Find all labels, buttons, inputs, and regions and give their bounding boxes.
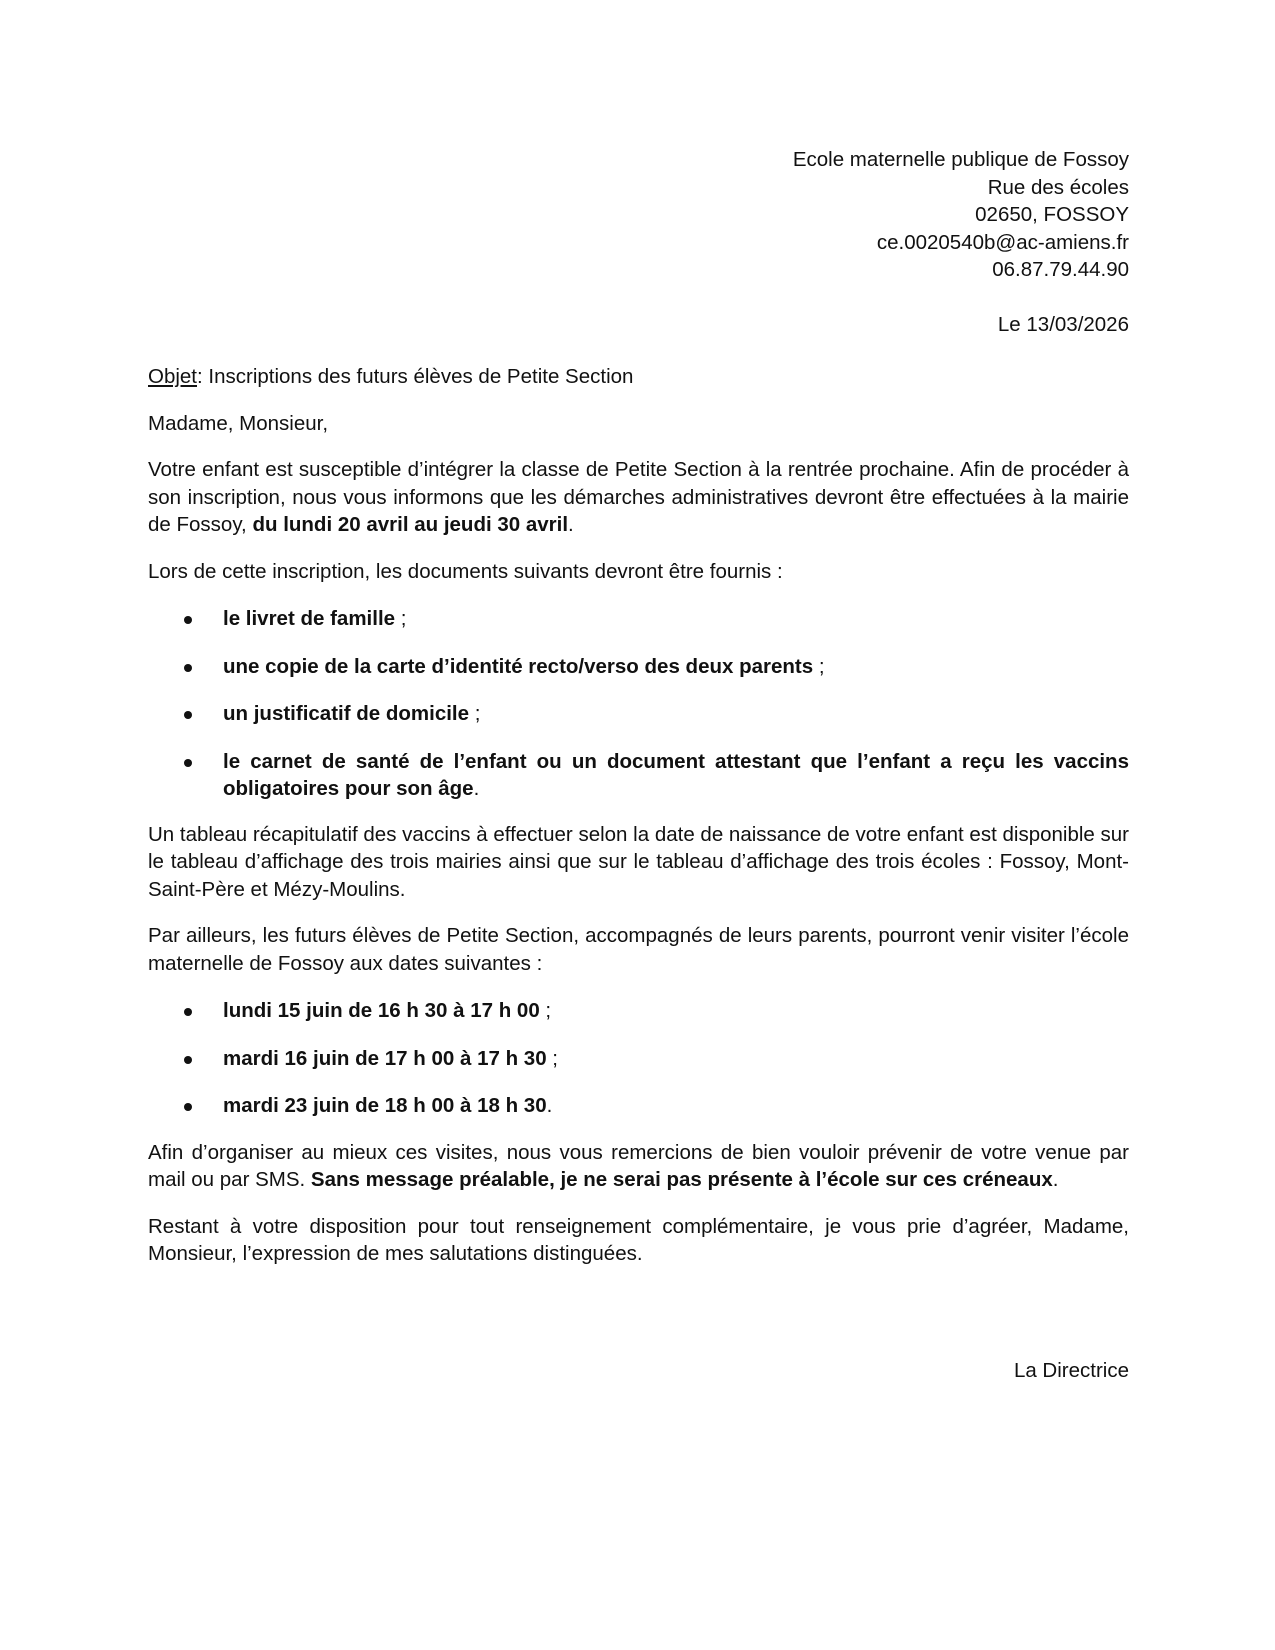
document-name: le carnet de santé de l’enfant ou un document attestant que l’enfant a reçu les vaccins obligatoires pour son âge (223, 749, 1129, 800)
item-suffix: ; (395, 607, 407, 630)
documents-intro: Lors de cette inscription, les documents suivants devront être fournis : (148, 559, 783, 583)
list-item (148, 653, 1129, 681)
bullet-icon (184, 616, 192, 624)
letter-body (148, 363, 1129, 1268)
organize-paragraph (148, 1139, 1129, 1194)
intro-paragraph (148, 456, 1129, 539)
document-name: un justificatif de domicile (223, 702, 470, 725)
sender-address-block (793, 146, 1129, 284)
bullet-icon (184, 759, 192, 767)
visits-intro: Par ailleurs, les futurs élèves de Petite Section, accompagnés de leurs parents, pourront venir visiter l’école maternelle de Fossoy aux dates suivantes : (148, 924, 1129, 975)
subject-text: : Inscriptions des futurs élèves de Petite Section (197, 365, 634, 388)
visit-slot: mardi 23 juin de 18 h 00 à 18 h 30 (223, 1094, 547, 1117)
subject-line (148, 363, 1129, 391)
intro-text: Votre enfant est susceptible d’intégrer la classe de Petite Section à la rentrée prochaine. Afin de procéder à son inscription, nous vous informons que les démarches administratives devront être effectuées à la mairie de Fossoy, (148, 458, 1129, 536)
documents-list (148, 605, 1129, 803)
item-suffix: . (473, 777, 480, 800)
list-item (148, 700, 1129, 728)
organize-text: Afin d’organiser au mieux ces visites, nous vous remercions de bien vouloir prévenir de votre venue par mail ou par SMS. (148, 1140, 1129, 1191)
intro-end: . (568, 513, 574, 536)
registration-dates: du lundi 20 avril au jeudi 30 avril (252, 513, 569, 536)
visits-list (148, 997, 1129, 1120)
letter-date: Le 13/03/2026 (997, 313, 1129, 336)
bullet-icon (184, 1008, 192, 1016)
visit-slot: mardi 16 juin de 17 h 00 à 17 h 30 (223, 1046, 547, 1070)
document-name: une copie de la carte d’identité recto/verso des deux parents (223, 654, 814, 678)
signature: La Directrice (1013, 1359, 1129, 1382)
phone-number: 06.87.79.44.90 (992, 258, 1129, 281)
bullet-icon (184, 1103, 192, 1111)
list-item (148, 748, 1129, 803)
bullet-icon (184, 1056, 192, 1064)
item-suffix: ; (546, 1046, 559, 1070)
list-item (148, 1092, 1129, 1120)
email-address: ce.0020540b@ac-amiens.fr (876, 230, 1129, 254)
bullet-icon (184, 711, 192, 719)
salutation: Madame, Monsieur, (148, 411, 329, 435)
list-item (148, 1045, 1129, 1073)
postal-city: 02650, FOSSOY (975, 203, 1129, 226)
closing-paragraph: Restant à votre disposition pour tout renseignement complémentaire, je vous prie d’agréer, Madame, Monsieur, l’expression de mes salutations distinguées. (148, 1214, 1129, 1265)
item-suffix: ; (539, 999, 552, 1022)
organize-warning: Sans message préalable, je ne serai pas présente à l’école sur ces créneaux (310, 1168, 1053, 1191)
item-suffix: . (546, 1094, 553, 1117)
item-suffix: ; (469, 702, 481, 725)
item-suffix: ; (813, 654, 825, 678)
street-address: Rue des écoles (987, 175, 1129, 199)
list-item (148, 605, 1129, 633)
visit-slot: lundi 15 juin de 16 h 30 à 17 h 00 (223, 999, 540, 1022)
school-name: Ecole maternelle publique de Fossoy (792, 148, 1129, 171)
list-item (148, 997, 1129, 1025)
subject-label: Objet (148, 365, 197, 388)
organize-end: . (1052, 1168, 1059, 1191)
bullet-icon (184, 664, 192, 672)
document-name: le livret de famille (223, 607, 396, 630)
vaccines-paragraph: Un tableau récapitulatif des vaccins à effectuer selon la date de naissance de votre enfant est disponible sur le tableau d’affichage des trois mairies ainsi que sur le tableau d’affichage des trois écoles : Fossoy, Mont-Saint-Père et Mézy-Moulins. (148, 822, 1129, 901)
